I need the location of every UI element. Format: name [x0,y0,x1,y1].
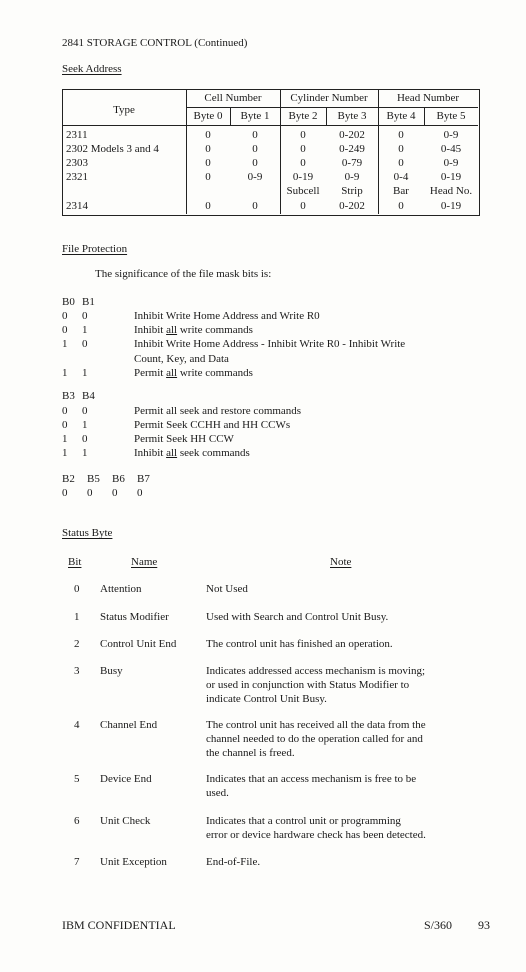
mask-desc-text: Permit all seek and restore commands [134,405,302,417]
status-bit: 2 [74,638,80,650]
mask-bit-value: 0 [82,433,88,445]
mask-desc-text: Count, Key, and Data [134,352,229,365]
mask-bit-value: 0 [112,487,118,499]
value-cell: 0 [398,157,404,169]
value-cell: 0 [205,200,211,212]
type-cell: 2311 [66,129,88,141]
value-cell: 0-9 [443,157,459,169]
status-name: Unit Exception [100,856,167,868]
value-cell: 0 [252,200,258,212]
mask-desc-text: Inhibit [134,447,167,459]
status-name: Channel End [100,719,158,731]
status-bit: 0 [74,583,80,595]
mask-bit-value: 0 [82,310,88,322]
status-name: Device End [100,773,152,785]
type-cell: 2314 [66,200,88,212]
page-title: 2841 STORAGE CONTROL (Continued) [62,37,248,49]
mask-desc-emphasis: all [166,447,178,459]
byte-header: Byte 4 [386,110,416,122]
status-note: Indicates that a control unit or programming error or device hardware check has been detected. [206,815,426,841]
mask-description [134,405,301,418]
mask-description [134,419,290,432]
value-cell: 0 [300,143,306,155]
footer-system: S/360 [424,918,453,932]
value-cell: 0-202 [339,129,365,141]
col-name-header: Name [131,556,158,568]
mask-description [134,433,234,446]
value-cell: 0-4 [393,171,409,183]
status-note: Used with Search and Control Unit Busy. [206,611,389,623]
status-bit: 7 [74,856,80,868]
mask-desc-text: Permit [134,366,167,379]
mask-description [134,338,405,351]
mask-bit-header: B5 [87,473,100,485]
mask-bit-value: 1 [82,366,88,379]
value-cell: 0 [300,200,306,212]
status-bit: 5 [74,773,80,785]
status-bit: 1 [74,611,80,623]
status-note: Not Used [206,583,248,595]
mask-bit-header: B4 [82,390,95,402]
mask-description [134,367,253,380]
value-cell: 0 [252,129,258,141]
type-cell: 2302 Models 3 and 4 [66,143,159,155]
status-name: Control Unit End [100,638,177,650]
mask-bit-value: 1 [62,433,68,445]
mask-desc-text: Inhibit Write Home Address and Write R0 [134,310,320,322]
mask-desc-text: seek commands [177,447,250,459]
value-cell: 0 [205,143,211,155]
mask-bit-value: 0 [82,405,88,417]
value-cell: 0-45 [440,143,462,155]
mask-bit-header: B7 [137,473,150,485]
value-cell: 0 [205,129,211,141]
status-note: Indicates that an access mechanism is free to be used. [206,773,417,799]
mask-bit-header: B3 [62,390,75,402]
value-cell: 0-19 [440,171,462,183]
value-cell: 0 [205,157,211,169]
mask-bit-value: 1 [82,419,88,431]
byte-header: Byte 3 [337,110,367,122]
status-note: The control unit has finished an operation. [206,638,393,650]
mask-bit-header: B2 [62,473,75,485]
value-cell: Strip [341,185,363,197]
mask-description [134,447,250,460]
byte-header: Byte 2 [288,110,318,122]
byte-header: Byte 0 [193,110,223,122]
value-cell: 0-249 [339,143,365,155]
value-cell: 0-9 [344,171,360,183]
file-mask-intro: The significance of the file mask bits is: [95,268,272,280]
mask-bit-value: 0 [62,310,68,322]
col-bit-header: Bit [68,556,82,568]
mask-bit-value: 1 [82,447,88,459]
status-name: Attention [100,583,142,595]
status-name: Busy [100,665,123,677]
mask-bit-value: 1 [62,447,68,459]
seek-address-table [62,89,480,216]
mask-bit-value: 0 [62,324,68,337]
mask-bit-value: 0 [137,487,143,499]
mask-desc-text: Inhibit [134,324,167,337]
value-cell: 0 [398,200,404,212]
value-cell: 0 [300,129,306,141]
value-cell: 0-19 [292,171,314,183]
value-cell: Bar [393,185,409,197]
value-cell: 0 [252,143,258,155]
group-header-head: Head Number [396,92,459,104]
mask-bit-header: B1 [82,296,95,308]
mask-bit-value: 1 [62,366,68,379]
mask-desc-text: Permit Seek CCHH and HH CCWs [134,419,291,431]
status-bit: 6 [74,815,80,827]
col-note-header: Note [330,556,352,568]
status-bit: 4 [74,719,80,731]
mask-desc-text: write commands [177,324,253,337]
mask-desc-emphasis: all [166,324,178,337]
status-note: End-of-File. [206,856,261,868]
type-cell: 2321 [66,171,88,183]
value-cell: 0-19 [440,200,462,212]
value-cell: 0 [205,171,211,183]
group-header-cylinder: Cylinder Number [290,92,368,104]
mask-bit-header: B6 [112,473,125,485]
mask-description [134,324,253,337]
mask-desc-emphasis: all [166,366,178,379]
mask-description [134,310,320,323]
value-cell: 0 [252,157,258,169]
page-number: 93 [478,918,490,932]
status-note: Indicates addressed access mechanism is moving; or used in conjunction with Status Modifier to indicate Control Unit Busy. [206,665,426,705]
mask-bit-header: B0 [62,296,75,308]
value-cell: 0-79 [341,157,363,169]
value-cell: 0-9 [247,171,263,183]
mask-bit-value: 0 [82,338,88,351]
value-cell: 0 [398,129,404,141]
group-header-cell: Cell Number [204,92,262,104]
status-byte-heading: Status Byte [62,527,113,539]
mask-bit-value: 0 [87,487,93,499]
byte-header: Byte 5 [436,110,466,122]
mask-bit-value: 1 [82,324,88,337]
mask-desc-text: write commands [177,366,253,379]
value-cell: 0-202 [339,200,365,212]
mask-bit-value: 0 [62,405,68,417]
type-header: Type [113,104,135,116]
status-name: Status Modifier [100,611,169,623]
mask-desc-text: Permit Seek HH CCW [134,433,234,445]
mask-bit-value: 1 [62,338,68,351]
mask-bit-value: 0 [62,487,68,499]
status-note: The control unit has received all the data from the channel needed to do the operation called for and the channel is freed. [206,719,426,759]
footer-confidential: IBM CONFIDENTIAL [62,918,176,932]
seek-address-heading: Seek Address [62,63,122,75]
value-cell: 0 [300,157,306,169]
type-cell: 2303 [66,157,88,169]
mask-bit-value: 0 [62,419,68,431]
mask-description [134,353,229,366]
byte-header: Byte 1 [240,110,270,122]
value-cell: Head No. [429,185,473,197]
value-cell: Subcell [286,185,320,197]
value-cell: 0-9 [443,129,459,141]
value-cell: 0 [398,143,404,155]
status-name: Unit Check [100,815,151,827]
file-protection-heading: File Protection [62,243,128,255]
status-bit: 3 [74,665,80,677]
mask-desc-text: Inhibit Write Home Address - Inhibit Write R0 - Inhibit Write [134,338,406,351]
